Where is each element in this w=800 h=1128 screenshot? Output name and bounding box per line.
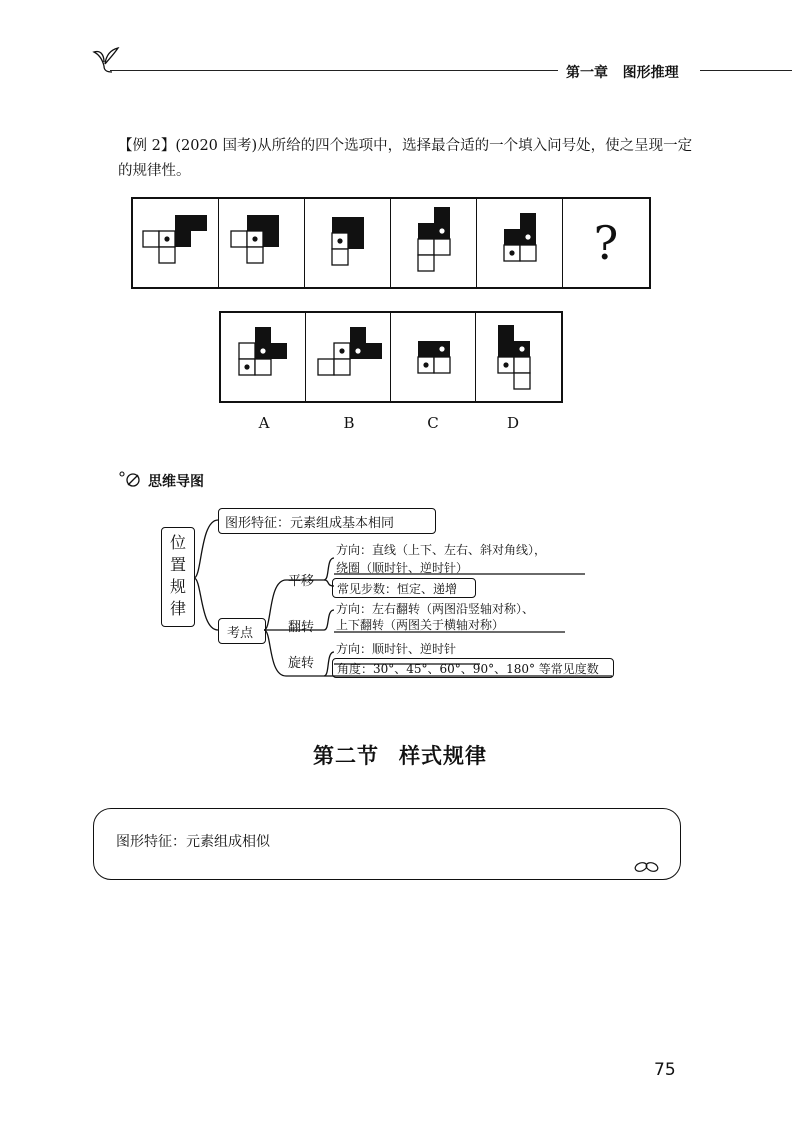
flip-label: 翻转 — [288, 620, 315, 635]
option-c-figure[interactable] — [391, 313, 476, 401]
rotate-label: 旋转 — [288, 656, 315, 671]
rotate-angle: 角度：30°、45°、60°、90°、180° 等常见度数 — [332, 658, 614, 678]
sequence-figure-1 — [133, 199, 219, 287]
rotate-direction: 方向：顺时针、逆时针 — [336, 642, 457, 656]
option-label-b: B — [343, 414, 355, 432]
chapter-number: 第一章 — [566, 65, 608, 81]
translate-steps: 常见步数：恒定、递增 — [332, 578, 476, 598]
mindmap-point-node: 考点 — [218, 618, 266, 644]
option-a-figure[interactable] — [221, 313, 306, 401]
sequence-figure-4 — [391, 199, 477, 287]
mindmap-title: 思维导图 — [148, 474, 204, 490]
question-sequence — [131, 197, 651, 289]
page-number: 75 — [654, 1060, 676, 1080]
mindmap-icon — [118, 470, 144, 488]
flip-line-1: 方向：左右翻转（两图沿竖轴对称）、 — [336, 602, 535, 616]
leaf-ornament-icon — [92, 40, 128, 74]
chapter-heading — [566, 62, 679, 82]
leaf-ornament-icon — [634, 859, 660, 875]
flip-line-2: 上下翻转（两图关于横轴对称） — [336, 618, 505, 632]
sequence-figure-2 — [219, 199, 305, 287]
section-title: 样式规律 — [399, 743, 487, 768]
option-label-d: D — [506, 414, 520, 432]
mindmap-feature-node: 图形特征：元素组成基本相同 — [218, 508, 436, 534]
option-b-figure[interactable] — [306, 313, 391, 401]
example-question: 【例 2】(2020 国考)从所给的四个选项中，选择最合适的一个填入问号处，使之呈现一定的规律性。 — [118, 138, 693, 179]
sequence-figure-5 — [477, 199, 563, 287]
answer-options — [219, 311, 563, 403]
question-cell — [563, 199, 649, 287]
chapter-title: 图形推理 — [622, 65, 679, 81]
option-label-c: C — [427, 414, 439, 432]
section-number: 第二节 — [313, 743, 379, 768]
translate-label: 平移 — [288, 574, 315, 589]
feature-text: 图形特征：元素组成相似 — [116, 834, 270, 850]
translate-direction-1: 方向：直线（上下、左右、斜对角线）， — [336, 543, 547, 557]
mindmap-root: 位置规律 — [161, 527, 195, 627]
sequence-figure-3 — [305, 199, 391, 287]
feature-box — [93, 808, 681, 880]
option-d-figure[interactable] — [476, 313, 561, 401]
section-heading — [0, 740, 800, 770]
option-label-a: A — [258, 414, 270, 432]
header-rule-right — [700, 70, 792, 71]
question-mark: ? — [593, 216, 619, 270]
translate-direction-2: 绕圈（顺时针、逆时针） — [336, 561, 469, 575]
header-rule-left — [110, 70, 558, 71]
